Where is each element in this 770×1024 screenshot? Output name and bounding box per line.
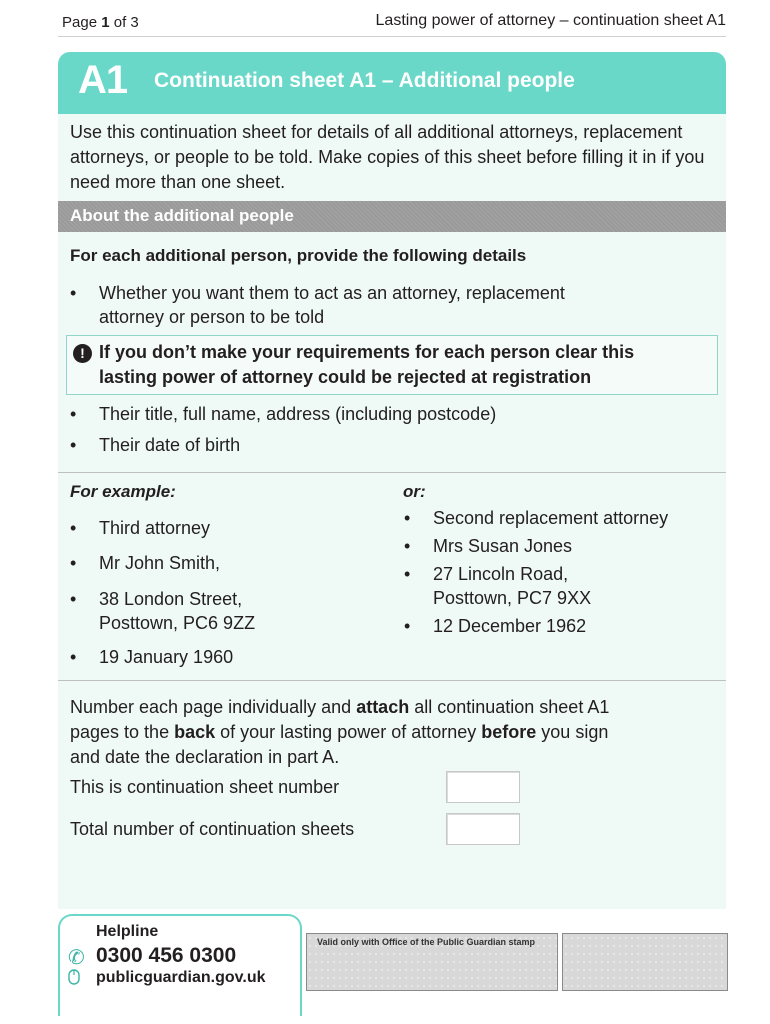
helpline-label: Helpline	[96, 923, 159, 940]
page-total: of 3	[113, 14, 139, 31]
instruction-text: and date the declaration in part A.	[70, 747, 340, 767]
example-text: Posttown, PC7 9XX	[433, 588, 592, 608]
instruction-text: pages to the	[70, 722, 175, 742]
sheet-title: Lasting power of attorney – continuation sheet A1	[375, 12, 726, 29]
warning-box	[66, 335, 718, 395]
instruction-text: of your lasting power of attorney	[215, 722, 482, 742]
total-sheets-label: Total number of continuation sheets	[70, 819, 355, 839]
instruction-emphasis: back	[174, 722, 216, 742]
bullet-text: Whether you want them to act as an attorney, replacement	[99, 283, 565, 303]
total-sheets-input[interactable]	[446, 813, 520, 845]
instruction-text: all continuation sheet A1	[409, 697, 610, 717]
bullet-text: Their title, full name, address (including postcode)	[99, 404, 497, 424]
phone-icon: ✆	[68, 947, 85, 969]
warning-line: lasting power of attorney could be rejected at registration	[99, 367, 592, 387]
example-left-heading: For example:	[70, 482, 176, 501]
numbering-instructions	[70, 695, 710, 770]
stamp-area-secondary	[562, 933, 728, 991]
example-text: Third attorney	[99, 518, 211, 538]
divider	[58, 472, 726, 473]
stamp-text: Valid only with Office of the Public Guardian stamp	[317, 937, 536, 947]
instruction-text: you sign	[536, 722, 609, 742]
sheet-number-input[interactable]	[446, 771, 520, 803]
example-text: 27 Lincoln Road,	[433, 564, 569, 584]
example-text: 12 December 1962	[433, 616, 587, 636]
intro-text: Use this continuation sheet for details of all additional attorneys, replacement attorneys, or people to be told. Make copies of this sheet before filling it in if you need more than one sheet.	[70, 122, 705, 192]
banner-code: A1	[78, 58, 128, 102]
example-right-heading: or:	[403, 482, 426, 501]
instruction-emphasis: before	[481, 722, 537, 742]
divider	[58, 680, 726, 681]
page-label: Page	[62, 14, 98, 31]
bullet-text: Their date of birth	[99, 435, 241, 455]
mouse-icon	[68, 969, 80, 985]
page-current: 1	[101, 14, 110, 31]
page-number	[62, 14, 139, 31]
section-title: About the additional people	[70, 206, 294, 225]
warning-icon: !	[73, 344, 92, 363]
sheet-number-label: This is continuation sheet number	[70, 777, 340, 797]
section-subheading: For each additional person, provide the following details	[70, 246, 527, 265]
header-divider	[58, 36, 726, 37]
section-header	[58, 201, 726, 232]
warning-line: If you don’t make your requirements for each person clear this	[99, 342, 635, 362]
example-text: Second replacement attorney	[433, 508, 669, 528]
helpline-number[interactable]: 0300 456 0300	[96, 944, 237, 967]
example-text: Mrs Susan Jones	[433, 536, 573, 556]
example-text: Posttown, PC6 9ZZ	[99, 613, 256, 633]
bullet-text: attorney or person to be told	[99, 307, 325, 327]
title-banner	[58, 52, 726, 114]
example-text: Mr John Smith,	[99, 553, 221, 573]
instruction-text: Number each page individually and	[70, 697, 357, 717]
helpline-box	[58, 914, 302, 1016]
instruction-emphasis: attach	[356, 697, 410, 717]
stamp-area	[306, 933, 558, 991]
helpline-website[interactable]: publicguardian.gov.uk	[96, 969, 266, 986]
example-text: 38 London Street,	[99, 589, 243, 609]
warning-text	[99, 340, 709, 390]
banner-title: Continuation sheet A1 – Additional people	[154, 69, 575, 92]
example-text: 19 January 1960	[99, 647, 234, 667]
